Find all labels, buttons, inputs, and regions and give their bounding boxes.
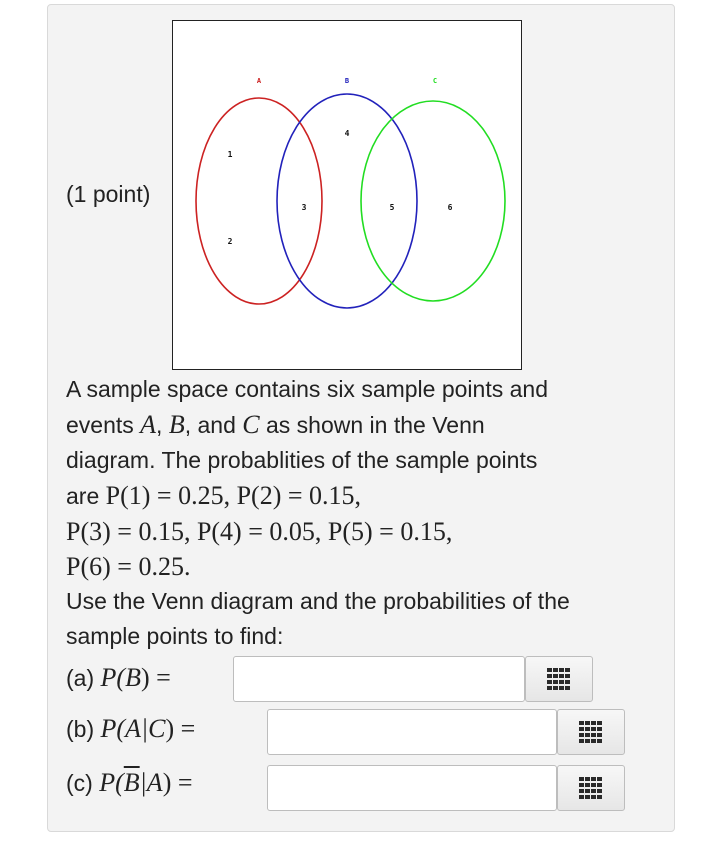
grid-keypad-icon (579, 777, 603, 799)
answer-b-input[interactable] (267, 709, 557, 755)
answer-c-input[interactable] (267, 765, 557, 811)
prob-line-1 (66, 478, 666, 514)
question-c-body-complement: $\overline{B}$ (123, 768, 140, 797)
question-c-body-rest: |A (139, 768, 163, 797)
point-1: 1 (227, 150, 233, 159)
question-b-label (66, 714, 195, 744)
event-a: A (140, 410, 157, 439)
question-a-p: P( (100, 663, 126, 692)
are-text: are (66, 483, 106, 509)
answer-a-input[interactable] (233, 656, 525, 702)
prob-values-3: P(6) = 0.25. (66, 552, 191, 581)
prob-values-1: P(1) = 0.25, P(2) = 0.15, (105, 481, 362, 510)
instruction-line-1: Use the Venn diagram and the probabilities of the (66, 588, 570, 614)
question-b-close: ) = (165, 714, 196, 743)
question-c-label (66, 768, 193, 798)
grid-keypad-icon (547, 668, 571, 690)
question-b-body: A|C (125, 714, 166, 743)
set-b-ellipse (277, 94, 417, 308)
events-prefix: events (66, 412, 141, 438)
question-a-body: B (125, 663, 141, 692)
intro-line-2 (66, 407, 666, 443)
point-3: 3 (301, 203, 307, 212)
point-6: 6 (447, 203, 453, 212)
keypad-a-button[interactable] (525, 656, 593, 702)
prob-values-2: P(3) = 0.15, P(4) = 0.05, P(5) = 0.15, (66, 517, 453, 546)
venn-diagram (172, 20, 522, 370)
set-a-label: A (256, 77, 262, 85)
event-b: B (168, 410, 185, 439)
and-text: , and (184, 412, 243, 438)
set-c-label: C (432, 77, 438, 85)
keypad-b-button[interactable] (557, 709, 625, 755)
question-a-label (66, 663, 171, 693)
points-label: (1 point) (66, 181, 151, 207)
venn-svg (173, 21, 521, 369)
question-c-close: ) = (162, 768, 193, 797)
set-b-label: B (344, 77, 350, 85)
problem-text (66, 372, 666, 654)
question-a-tag: (a) (66, 665, 95, 691)
question-b-tag: (b) (66, 716, 95, 742)
point-5: 5 (389, 203, 395, 212)
instruction-line-2: sample points to find: (66, 623, 284, 649)
question-a-close: ) = (140, 663, 171, 692)
keypad-c-button[interactable] (557, 765, 625, 811)
set-a-ellipse (196, 98, 322, 304)
set-c-ellipse (361, 101, 505, 301)
intro-line-1: A sample space contains six sample points and (66, 376, 548, 402)
grid-keypad-icon (579, 721, 603, 743)
intro-line-3: diagram. The probablities of the sample points (66, 447, 538, 473)
question-c-tag: (c) (66, 770, 93, 796)
point-4: 4 (344, 129, 350, 138)
comma-sep: , (156, 412, 169, 438)
event-c: C (242, 410, 260, 439)
question-c-p: P( (99, 768, 124, 797)
point-2: 2 (227, 237, 233, 246)
question-b-p: P( (100, 714, 126, 743)
events-suffix: as shown in the Venn (259, 412, 485, 438)
